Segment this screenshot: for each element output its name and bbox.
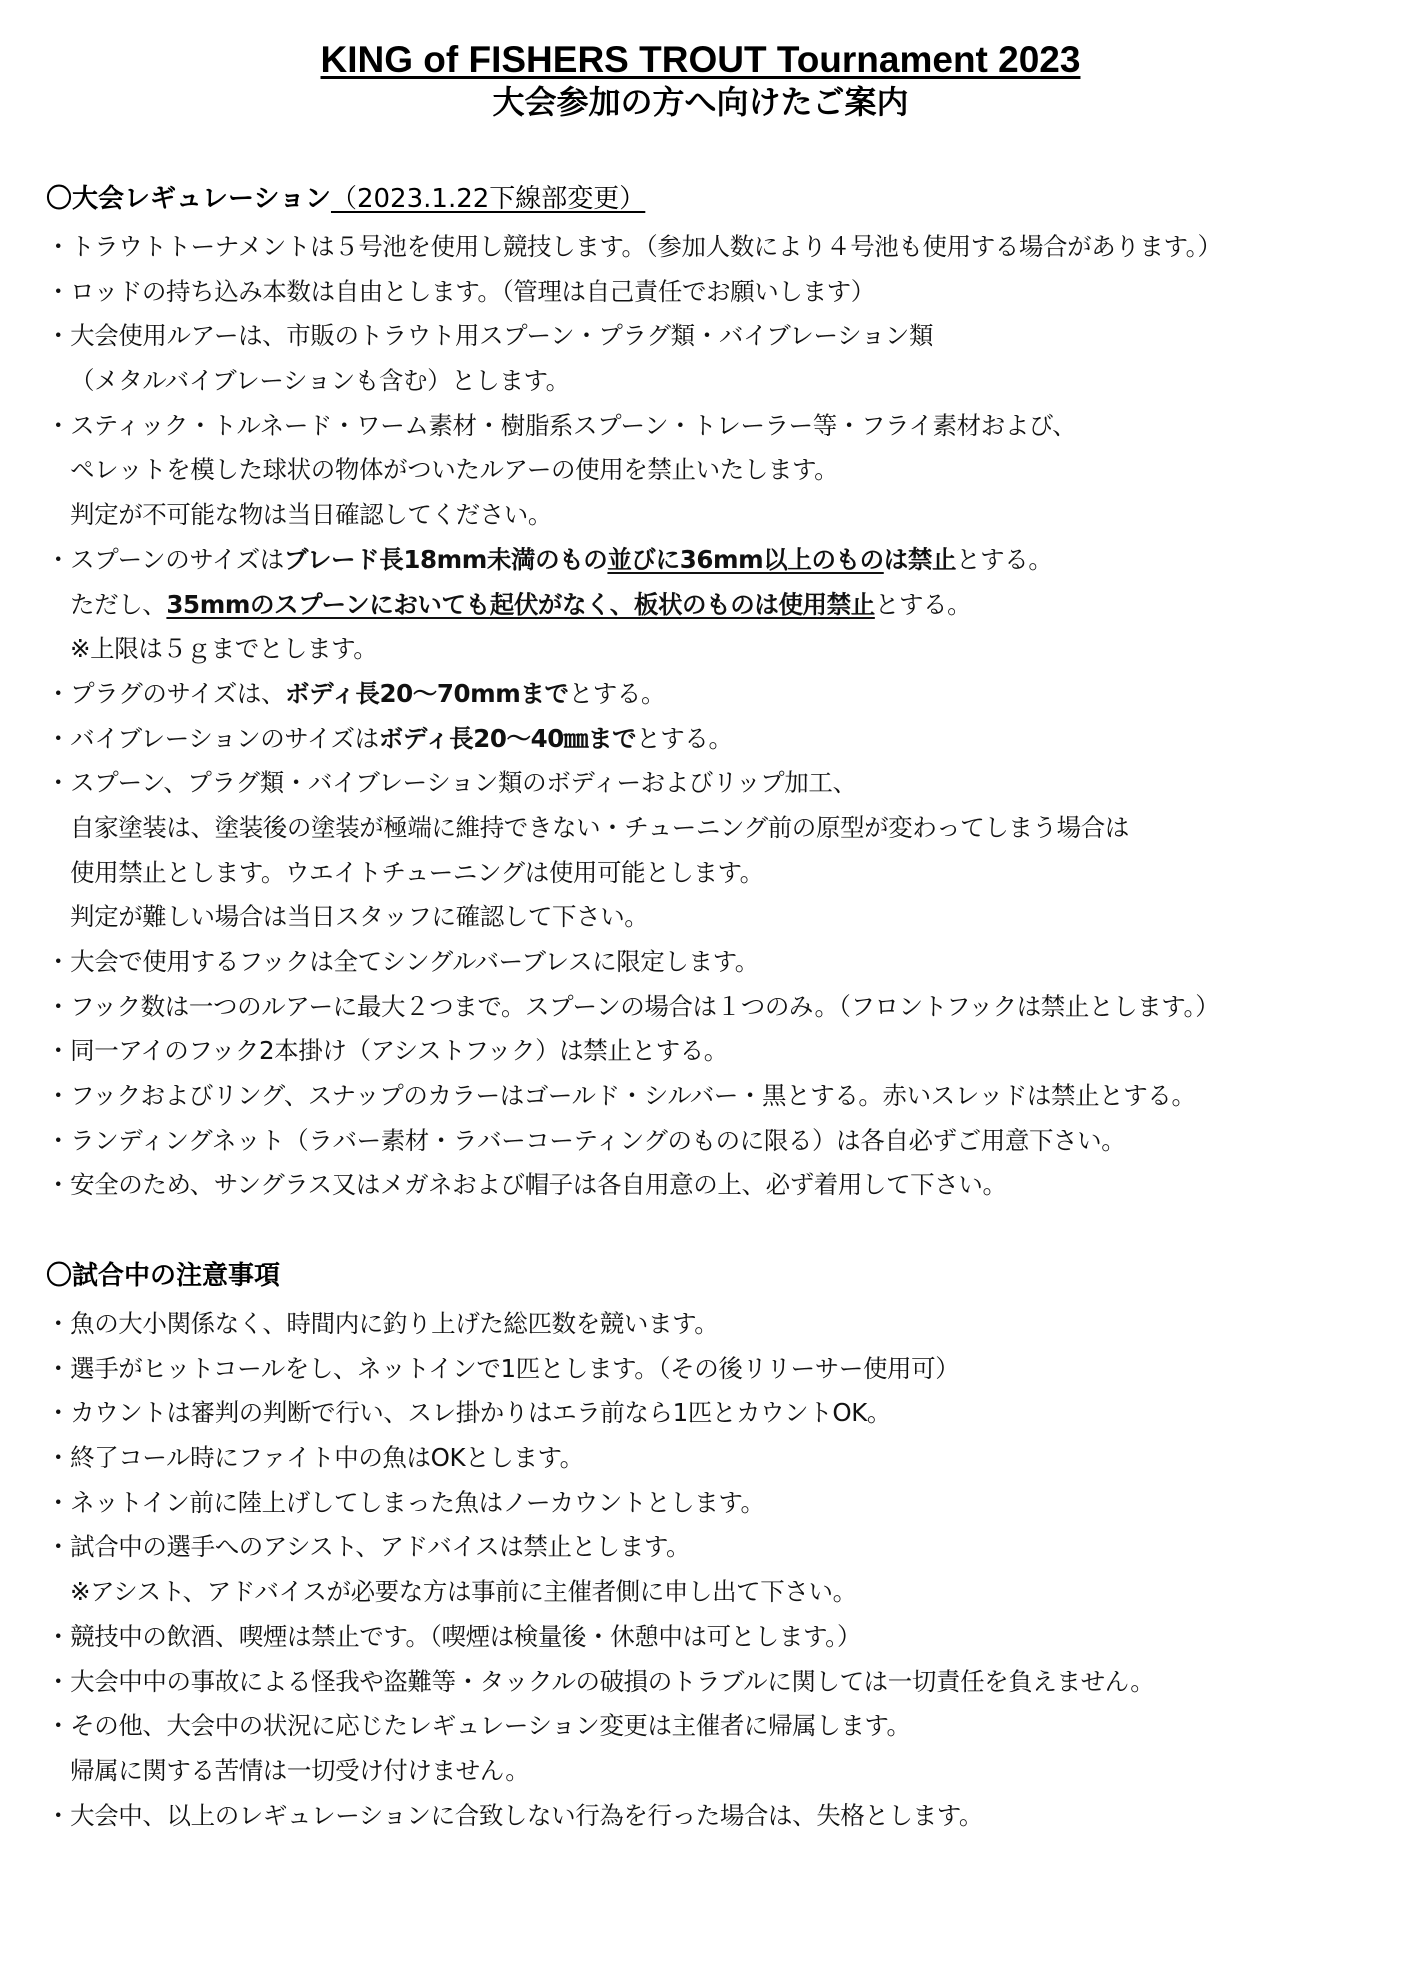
regulation-item [46,404,1386,449]
match-note-item-text: ・試合中の選手へのアシスト、アドバイスは禁止とします。 [46,1532,691,1562]
regulation-item [46,895,1386,940]
regulation-item-text: 自家塗装は、塗装後の塗装が極端に維持できない・チューニング前の原型が変わってしまう場合は [70,812,1129,842]
regulation-item-text: 判定が不可能な物は当日確認してください。 [70,500,552,530]
regulation-item [46,985,1386,1030]
regulation-item-text: ・スティック・トルネード・ワーム素材・樹脂系スプーン・トレーラー等・フライ素材および、 [46,410,1077,440]
match-note-item [46,1749,1386,1794]
regulation-item [46,806,1386,851]
title-block [0,38,1401,122]
match-note-item [46,1525,1386,1570]
regulation-item-text: 判定が難しい場合は当日スタッフに確認して下さい。 [70,902,649,932]
regulation-item [46,672,1386,717]
regulation-item [46,1119,1386,1164]
regulation-item-text: 35mmのスプーンにおいても起伏がなく、板状のものは使用禁止 [166,589,875,619]
regulation-item-text: とする。 [568,678,666,708]
regulation-item [46,851,1386,896]
regulation-item-text: ・安全のため、サングラス又はメガネおよび帽子は各自用意の上、必ず着用して下さい。 [46,1170,1007,1200]
regulation-item [46,1163,1386,1208]
regulation-item [46,538,1386,583]
regulation-heading-main: 〇大会レギュレーション [46,184,331,214]
match-note-item [46,1481,1386,1526]
match-note-item-text: ・その他、大会中の状況に応じたレギュレーション変更は主催者に帰属します。 [46,1711,911,1741]
regulation-item [46,1074,1386,1119]
regulation-item-text: ・スプーン、プラグ類・バイブレーション類のボディーおよびリップ加工、 [46,768,857,798]
match-note-item-text: ・大会中、以上のレギュレーションに合致しない行為を行った場合は、失格とします。 [46,1800,983,1830]
regulation-item-text: ・大会で使用するフックは全てシングルバーブレスに限定します。 [46,947,759,976]
document-subtitle: 大会参加の方へ向けたご案内 [492,83,909,121]
document-title: KING of FISHERS TROUT Tournament 2023 [320,39,1081,80]
regulation-item-text: 並びに36mm以上のもの [607,544,884,574]
match-note-item [46,1794,1386,1839]
regulation-item-text: ・スプーンのサイズは [46,544,284,574]
regulation-item-text: ボディ長20〜70mmまで [285,678,569,708]
regulation-item-text: ・大会使用ルアーは、市販のトラウト用スプーン・プラグ類・バイブレーション類 [46,321,934,351]
regulation-item-text: ただし、 [70,589,167,619]
regulation-item-text: ・フックおよびリング、スナップのカラーはゴールド・シルバー・黒とする。赤いスレッドは禁止とする。 [46,1081,1196,1111]
regulation-item [46,359,1386,404]
match-note-item-text: ・大会中中の事故による怪我や盗難等・タックルの破損のトラブルに関しては一切責任を負えません。 [46,1666,1155,1696]
regulation-item [46,493,1386,538]
regulation-item-text: ・同一アイのフック2本掛け（アシストフック）は禁止とする。 [46,1036,728,1066]
regulation-item-text: は禁止 [883,544,957,574]
regulation-item-text: ペレットを模した球状の物体がついたルアーの使用を禁止いたします。 [70,455,839,485]
match-note-item-text: ・カウントは審判の判断で行い、スレ掛かりはエラ前なら1匹とカウントOK。 [46,1398,892,1428]
regulation-item-text: ・フック数は一つのルアーに最大２つまで。スプーンの場合は１つのみ。（フロントフックは禁止とします。） [46,991,1220,1021]
regulation-item-text: とする。 [956,544,1053,574]
match-notes-heading-main: 〇試合中の注意事項 [46,1261,281,1291]
regulation-heading-note: （2023.1.22下線部変更） [330,184,646,214]
regulation-item-text: （メタルバイブレーションも含む）とします。 [70,366,570,396]
match-notes-list [46,1302,1386,1838]
match-note-item [46,1436,1386,1481]
regulation-item-text: ボディ長20〜40㎜まで [378,723,637,753]
match-notes-section [46,1258,1386,1838]
regulation-item [46,1029,1386,1074]
match-note-item [46,1615,1386,1660]
regulation-item [46,225,1386,270]
regulation-item-text: ・トラウトトーナメントは５号池を使用し競技します。（参加人数により４号池も使用する場合があります。） [46,232,1222,261]
match-note-item-text: 帰属に関する苦情は一切受け付けません。 [70,1755,530,1785]
match-note-item-text: ・ネットイン前に陸上げしてしまった魚はノーカウントとします。 [46,1487,765,1517]
regulation-list [46,225,1386,1208]
match-note-item [46,1302,1386,1347]
match-note-item-text: ・魚の大小関係なく、時間内に釣り上げた総匹数を競います。 [46,1309,719,1338]
match-note-item-text: ・選手がヒットコールをし、ネットインで1匹とします。（その後リリーサー使用可） [46,1353,960,1383]
regulation-item [46,583,1386,628]
match-note-item [46,1660,1386,1705]
regulation-section [46,181,1386,1208]
regulation-item-text: ・プラグのサイズは、 [46,678,286,708]
regulation-item-text: 使用禁止とします。ウエイトチューニングは使用可能とします。 [70,857,764,887]
match-note-item [46,1704,1386,1749]
regulation-item [46,270,1386,315]
regulation-heading [46,181,1386,217]
match-note-item [46,1570,1386,1615]
regulation-item [46,717,1386,762]
regulation-item-text: ・ロッドの持ち込み本数は自由とします。（管理は自己責任でお願いします） [46,276,875,306]
regulation-item-text: ブレード長18mm未満のもの [283,544,608,574]
regulation-item-text: ※上限は５ｇまでとします。 [70,634,378,664]
regulation-item-text: とする。 [874,589,972,619]
match-note-item [46,1391,1386,1436]
match-note-item-text: ・終了コール時にファイト中の魚はOKとします。 [46,1443,584,1473]
match-note-item-text: ・競技中の飲酒、喫煙は禁止です。（喫煙は検量後・休憩中は可とします。） [46,1621,862,1651]
match-note-item [46,1347,1386,1392]
regulation-item [46,940,1386,985]
regulation-item-text: ・ランディングネット（ラバー素材・ラバーコーティングのものに限る）は各自必ずご用意下さい。 [46,1125,1126,1155]
regulation-item [46,314,1386,359]
regulation-item [46,448,1386,493]
regulation-item-text: とする。 [636,723,733,753]
match-notes-heading [46,1258,1386,1294]
match-note-item-text: ※アシスト、アドバイスが必要な方は事前に主催者側に申し出て下さい。 [70,1577,857,1607]
regulation-item [46,627,1386,672]
regulation-item-text: ・バイブレーションのサイズは [46,723,379,753]
regulation-item [46,761,1386,806]
